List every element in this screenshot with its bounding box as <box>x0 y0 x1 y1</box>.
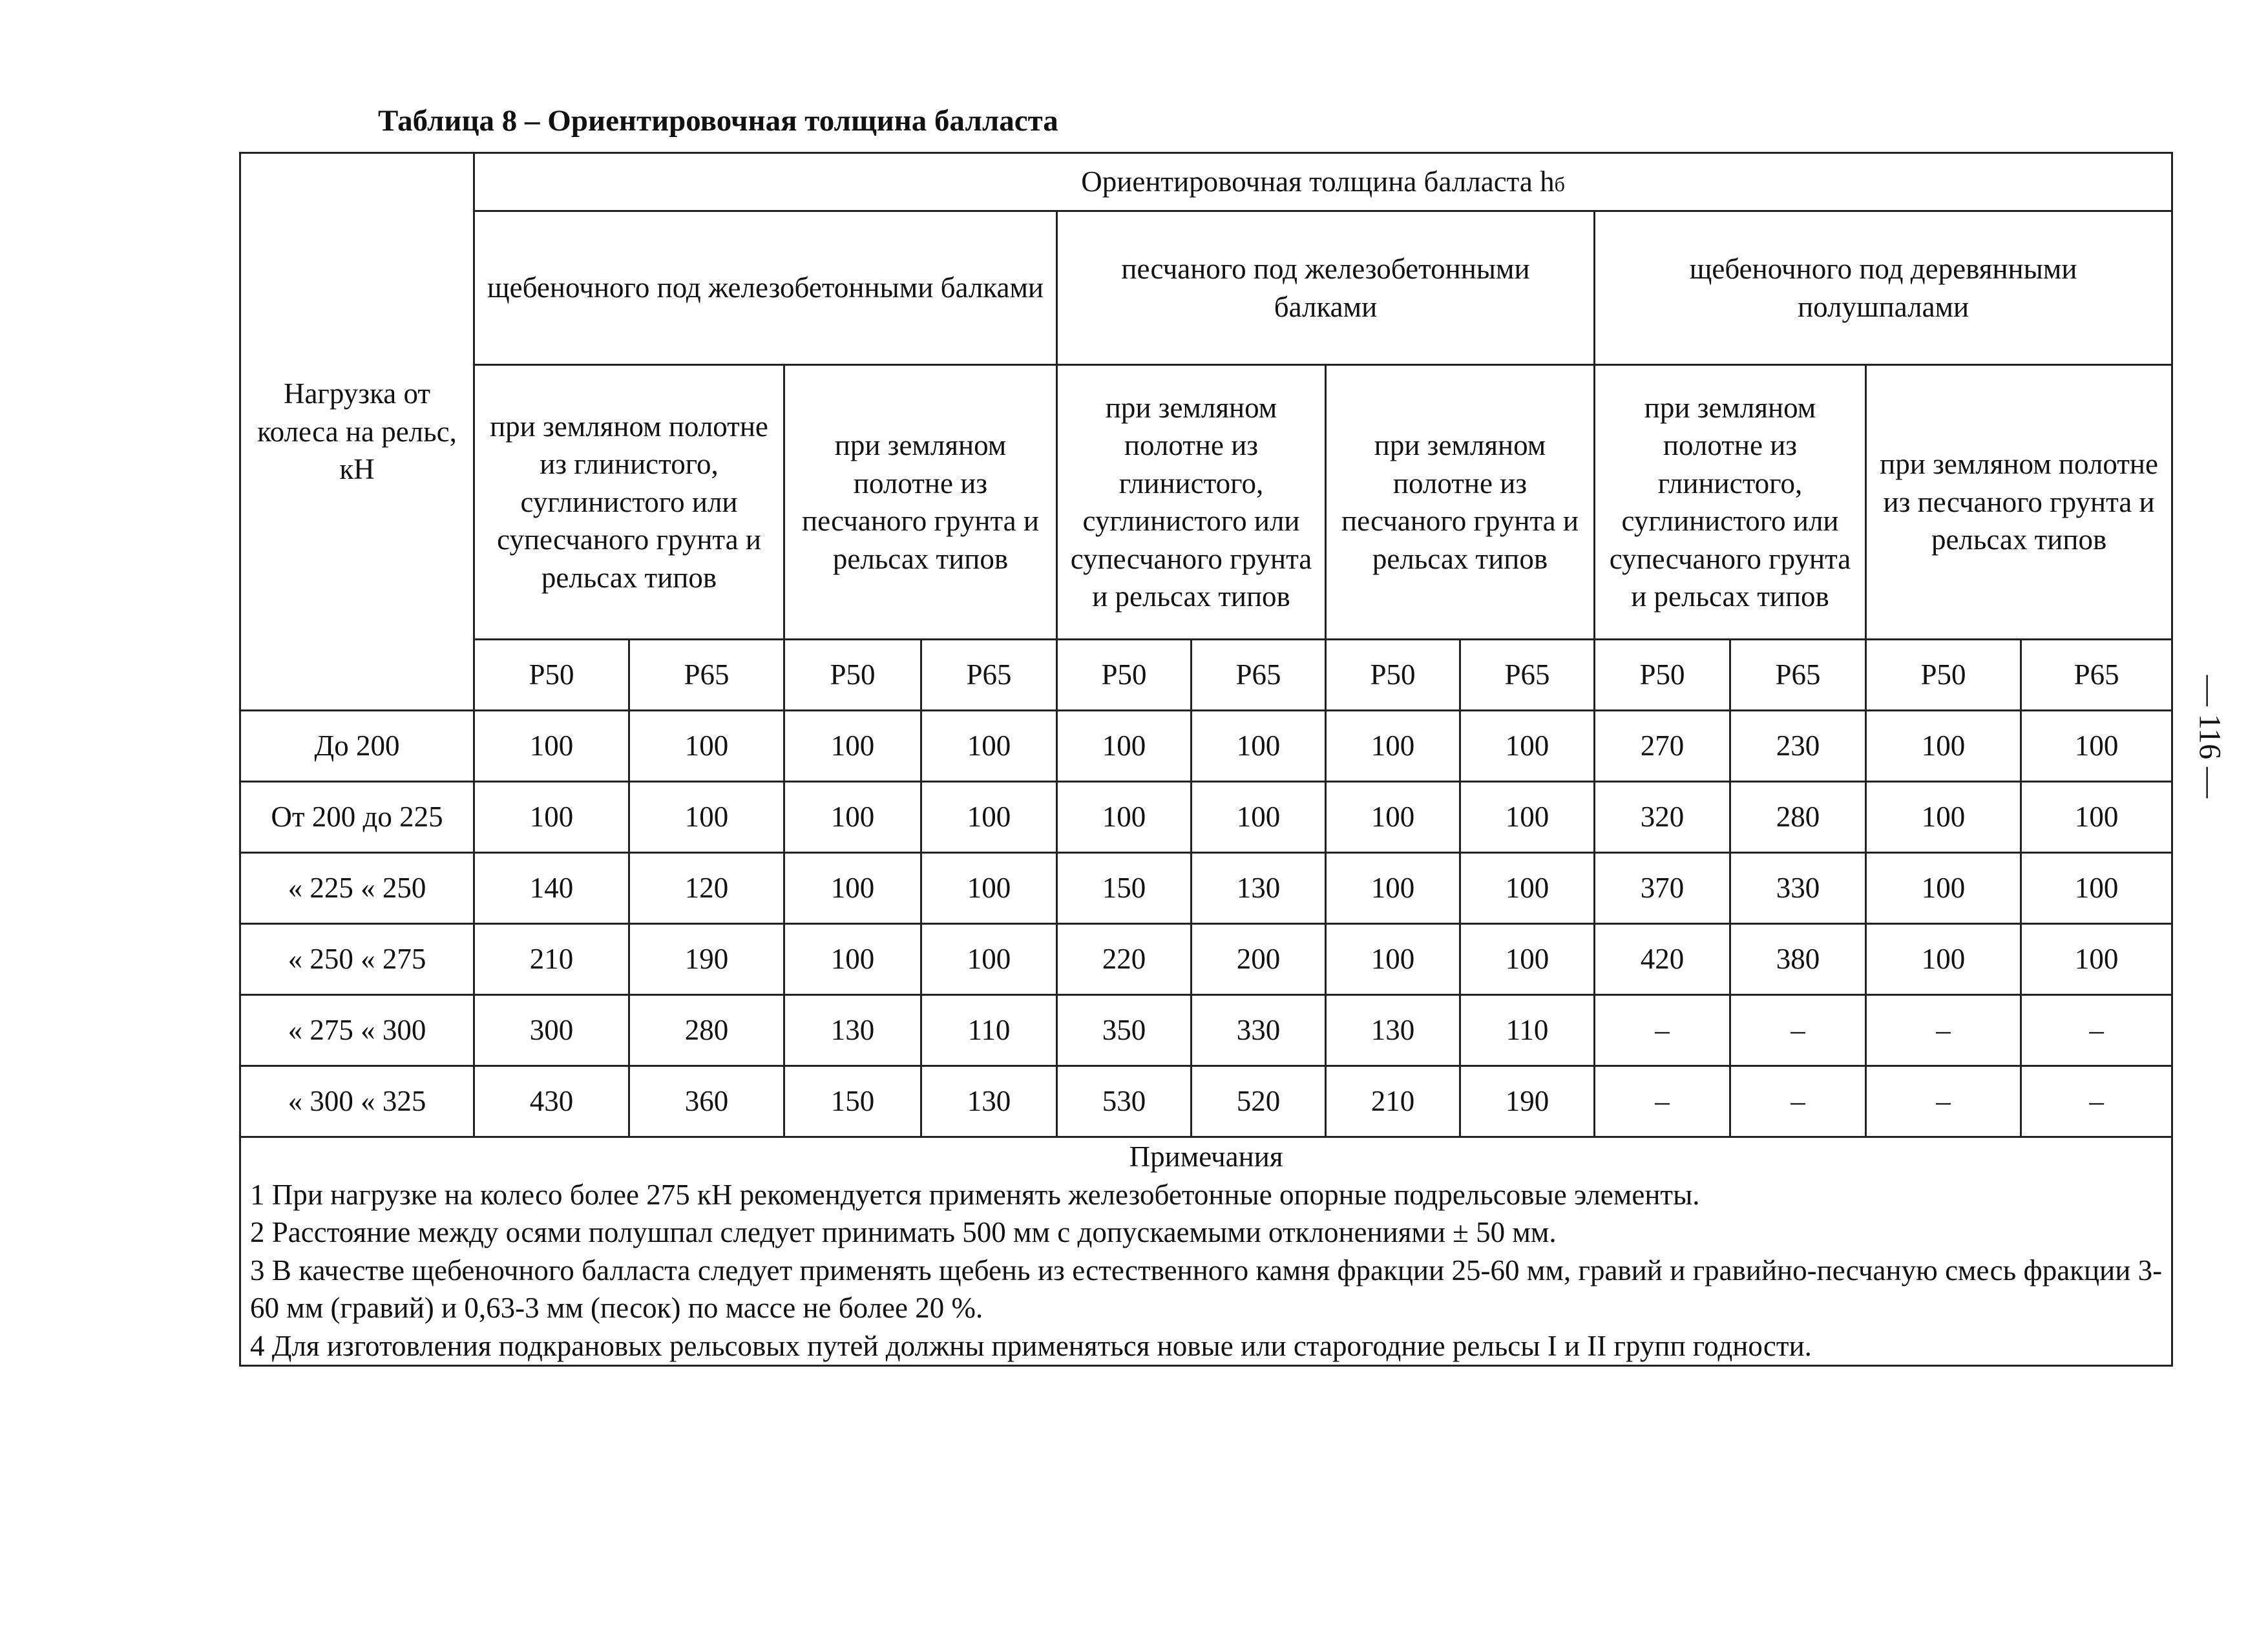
value-cell: 330 <box>1192 995 1326 1066</box>
value-cell: – <box>1866 995 2021 1066</box>
value-cell: 100 <box>1460 853 1595 924</box>
rail-type-header: Р50 <box>1326 640 1460 711</box>
value-cell: 100 <box>1866 782 2021 853</box>
value-cell: 100 <box>921 924 1057 995</box>
rail-type-header: Р65 <box>1192 640 1326 711</box>
value-cell: 190 <box>629 924 784 995</box>
load-cell: « 250 « 275 <box>240 924 474 995</box>
table-row <box>240 924 2172 995</box>
subgrade-condition-header: при земляном полотне из песчаного грунта и рельсах типов <box>784 365 1057 640</box>
value-cell: 100 <box>629 711 784 782</box>
value-cell: 200 <box>1192 924 1326 995</box>
value-cell: 100 <box>629 782 784 853</box>
ballast-table <box>239 152 2173 1367</box>
table-row <box>240 1066 2172 1137</box>
value-cell: 100 <box>1326 924 1460 995</box>
rail-type-header: Р50 <box>784 640 921 711</box>
value-cell: 210 <box>474 924 629 995</box>
value-cell: – <box>2021 995 2172 1066</box>
load-column-header: Нагрузка от колеса на рельс, кН <box>240 153 474 711</box>
value-cell: 130 <box>1326 995 1460 1066</box>
notes-cell <box>240 1137 2172 1366</box>
value-cell: – <box>2021 1066 2172 1137</box>
value-cell: 530 <box>1057 1066 1192 1137</box>
ballast-group-header: песчаного под железобетонными балками <box>1057 211 1595 365</box>
ballast-group-header: щебеночного под деревянными полушпалами <box>1595 211 2172 365</box>
value-cell: 360 <box>629 1066 784 1137</box>
value-cell: 150 <box>1057 853 1192 924</box>
main-header: Ориентировочная толщина балласта hб <box>474 153 2172 211</box>
value-cell: – <box>1595 1066 1730 1137</box>
value-cell: 120 <box>629 853 784 924</box>
value-cell: 100 <box>1326 853 1460 924</box>
value-cell: – <box>1866 1066 2021 1137</box>
notes-title: Примечания <box>1129 1140 1283 1173</box>
value-cell: 280 <box>629 995 784 1066</box>
note-item: 4 Для изготовления подкрановых рельсовых путей должны применяться новые или старогодние рельсы I и II групп годности. <box>250 1329 1812 1362</box>
value-cell: 100 <box>784 782 921 853</box>
value-cell: 100 <box>2021 924 2172 995</box>
value-cell: 100 <box>1866 711 2021 782</box>
value-cell: 100 <box>784 711 921 782</box>
value-cell: 100 <box>2021 853 2172 924</box>
value-cell: 100 <box>921 782 1057 853</box>
note-item: 2 Расстояние между осями полушпал следует принимать 500 мм с допускаемыми отклонениями ± 50 мм. <box>250 1216 1557 1248</box>
value-cell: 150 <box>784 1066 921 1137</box>
value-cell: – <box>1730 995 1866 1066</box>
value-cell: 100 <box>1460 711 1595 782</box>
value-cell: 330 <box>1730 853 1866 924</box>
value-cell: 100 <box>1460 782 1595 853</box>
value-cell: 100 <box>1057 782 1192 853</box>
subgrade-condition-header: при земляном полотне из глинистого, суглинистого или супесчаного грунта и рельсах типов <box>1595 365 1866 640</box>
load-cell: До 200 <box>240 711 474 782</box>
value-cell: 100 <box>784 853 921 924</box>
rail-type-header: Р50 <box>474 640 629 711</box>
value-cell: 190 <box>1460 1066 1595 1137</box>
value-cell: 320 <box>1595 782 1730 853</box>
value-cell: 100 <box>921 711 1057 782</box>
value-cell: 130 <box>921 1066 1057 1137</box>
load-cell: « 275 « 300 <box>240 995 474 1066</box>
subgrade-condition-header: при земляном полотне из песчаного грунта и рельсах типов <box>1866 365 2172 640</box>
value-cell: 100 <box>1866 924 2021 995</box>
note-item: 3 В качестве щебеночного балласта следует применять щебень из естественного камня фракции 25-60 мм, гравий и гравийно-песчаную смесь фракции 3-60 мм (гравий) и 0,63-3 мм (песок) по массе не более 20 %. <box>250 1254 2163 1324</box>
rail-type-header: Р65 <box>1460 640 1595 711</box>
note-item: 1 При нагрузке на колесо более 275 кН рекомендуется применять железобетонные опорные подрельсовые элементы. <box>250 1178 1700 1211</box>
value-cell: – <box>1730 1066 1866 1137</box>
load-cell: « 300 « 325 <box>240 1066 474 1137</box>
value-cell: 100 <box>2021 782 2172 853</box>
value-cell: 130 <box>1192 853 1326 924</box>
value-cell: 140 <box>474 853 629 924</box>
rail-type-header: Р65 <box>629 640 784 711</box>
load-cell: « 225 « 250 <box>240 853 474 924</box>
value-cell: 220 <box>1057 924 1192 995</box>
value-cell: 280 <box>1730 782 1866 853</box>
value-cell: 100 <box>1326 711 1460 782</box>
value-cell: 430 <box>474 1066 629 1137</box>
value-cell: 130 <box>784 995 921 1066</box>
value-cell: 100 <box>1057 711 1192 782</box>
value-cell: 100 <box>784 924 921 995</box>
rail-type-header: Р65 <box>921 640 1057 711</box>
subgrade-condition-header: при земляном полотне из глинистого, суглинистого или супесчаного грунта и рельсах типов <box>1057 365 1326 640</box>
rail-type-header: Р50 <box>1866 640 2021 711</box>
load-cell: От 200 до 225 <box>240 782 474 853</box>
table-row <box>240 853 2172 924</box>
value-cell: 110 <box>1460 995 1595 1066</box>
rail-type-header: Р50 <box>1595 640 1730 711</box>
page-number: — 116 — <box>2192 675 2227 799</box>
value-cell: 110 <box>921 995 1057 1066</box>
value-cell: 230 <box>1730 711 1866 782</box>
value-cell: 100 <box>1192 782 1326 853</box>
table-caption: Таблица 8 – Ориентировочная толщина балласта <box>378 104 1058 138</box>
value-cell: 350 <box>1057 995 1192 1066</box>
notes-row <box>240 1137 2172 1366</box>
value-cell: 100 <box>474 782 629 853</box>
subgrade-condition-header: при земляном полотне из глинистого, суглинистого или супесчаного грунта и рельсах типов <box>474 365 784 640</box>
value-cell: 100 <box>1460 924 1595 995</box>
value-cell: 420 <box>1595 924 1730 995</box>
value-cell: 100 <box>1866 853 2021 924</box>
value-cell: – <box>1595 995 1730 1066</box>
table-row <box>240 995 2172 1066</box>
value-cell: 210 <box>1326 1066 1460 1137</box>
rail-type-header: Р50 <box>1057 640 1192 711</box>
subgrade-condition-header: при земляном полотне из песчаного грунта и рельсах типов <box>1326 365 1595 640</box>
table-row <box>240 782 2172 853</box>
table-row <box>240 711 2172 782</box>
value-cell: 100 <box>1326 782 1460 853</box>
value-cell: 100 <box>2021 711 2172 782</box>
value-cell: 520 <box>1192 1066 1326 1137</box>
value-cell: 270 <box>1595 711 1730 782</box>
value-cell: 300 <box>474 995 629 1066</box>
value-cell: 100 <box>474 711 629 782</box>
value-cell: 100 <box>1192 711 1326 782</box>
value-cell: 380 <box>1730 924 1866 995</box>
rail-type-header: Р65 <box>2021 640 2172 711</box>
value-cell: 100 <box>921 853 1057 924</box>
value-cell: 370 <box>1595 853 1730 924</box>
ballast-group-header: щебеночного под железобетонными балками <box>474 211 1057 365</box>
rail-type-header: Р65 <box>1730 640 1866 711</box>
